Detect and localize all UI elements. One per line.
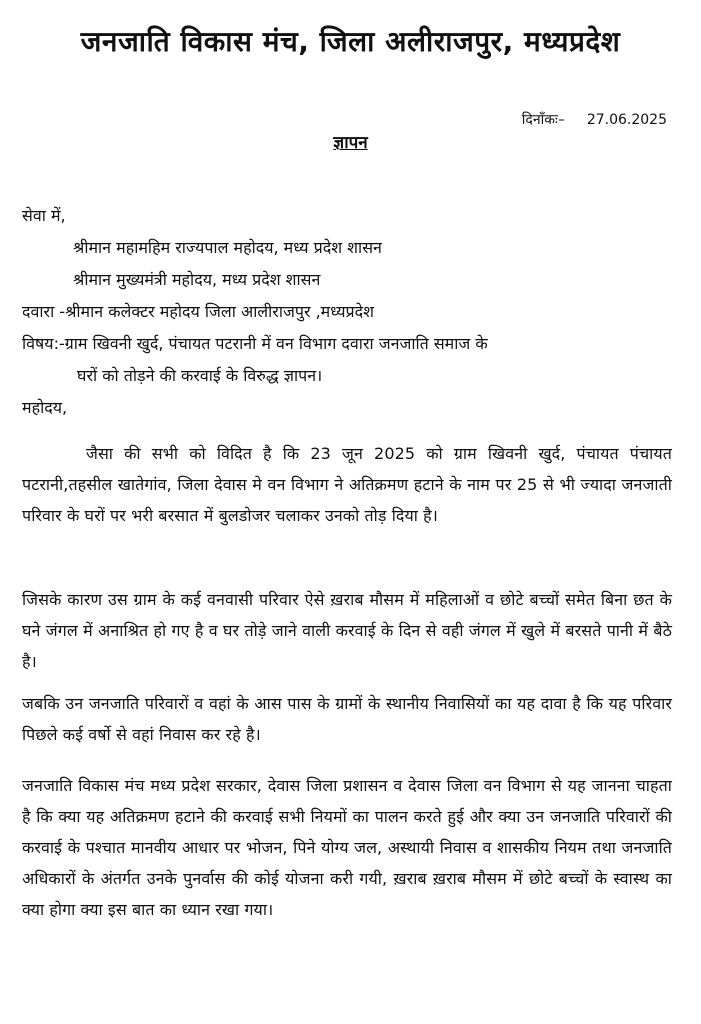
date-label: दिनाँकः–	[521, 112, 565, 128]
document-title: ज्ञापन	[333, 133, 368, 153]
body-paragraph-2: जिसके कारण उस ग्राम के कई वनवासी परिवार ऐसे ख़राब मौसम में महिलाओं व छोटे बच्चों समेत बिना छत के घने जंगल में अनाश्रित हो गए है व घर तोड़े जाने वाली करवाई के दिन से वही जंगल में खुले में बरसते पानी में बैठे है।	[22, 590, 672, 671]
recipient-chief-minister: श्रीमान मुख्यमंत्री महोदय, मध्य प्रदेश शासन	[73, 270, 321, 289]
recipient-governor: श्रीमान महामहिम राज्यपाल महोदय, मध्य प्रदेश शासन	[73, 238, 382, 257]
subject-line-1: विषय:-ग्राम खिवनी खुर्द, पंचायत पटरानी में वन विभाग दवारा जनजाति समाज के	[22, 334, 488, 353]
body-paragraph-1: जैसा की सभी को विदित है कि 23 जून 2025 को ग्राम खिवनी खुर्द, पंचायत पंचायत पटरानी,तहसील खातेगांव, जिला देवास मे वन विभाग ने अतिक्रमण हटाने के नाम पर 25 से भी ज्यादा जनजाती परिवार के घरों पर भरी बरसात में बुलडोजर चलाकर उनको तोड़ दिया है।	[22, 444, 672, 525]
greeting: महोदय,	[22, 398, 68, 417]
via-collector: दवारा -श्रीमान कलेक्टर महोदय जिला आलीराजपुर ,मध्यप्रदेश	[22, 302, 374, 321]
date-value: 27.06.2025	[586, 112, 667, 128]
subject-line-2: घरों को तोड़ने की करवाई के विरुद्ध ज्ञापन।	[77, 366, 323, 385]
date-line	[522, 110, 667, 129]
body-paragraph-4: जनजाति विकास मंच मध्य प्रदेश सरकार, देवास जिला प्रशासन व देवास जिला वन विभाग से यह जानना चाहता है कि क्या यह अतिक्रमण हटाने की करवाई सभी नियमों का पालन करते हुई और क्या उन जनजाति परिवारों की करवाई के पश्चात मानवीय आधार पर भोजन, पिने योग्य जल, अस्थायी निवास व शासकीय नियम तथा जनजाति अधिकारों के अंतर्गत उनके पुनर्वास की कोई योजना करी गयी, ख़राब ख़राब मौसम में छोटे बच्चों के स्वास्थ का क्या होगा क्या इस बात का ध्यान रखा गया।	[22, 776, 672, 919]
body-paragraph-3: जबकि उन जनजाति परिवारों व वहां के आस पास के ग्रामों के स्थानीय निवासियों का यह दावा है कि यह परिवार पिछले कई वर्षो से वहां निवास कर रहे है।	[22, 694, 672, 744]
letterhead: जनजाति विकास मंच, जिला अलीराजपुर, मध्यप्रदेश	[80, 25, 621, 58]
salutation-to: सेवा में,	[22, 206, 66, 225]
